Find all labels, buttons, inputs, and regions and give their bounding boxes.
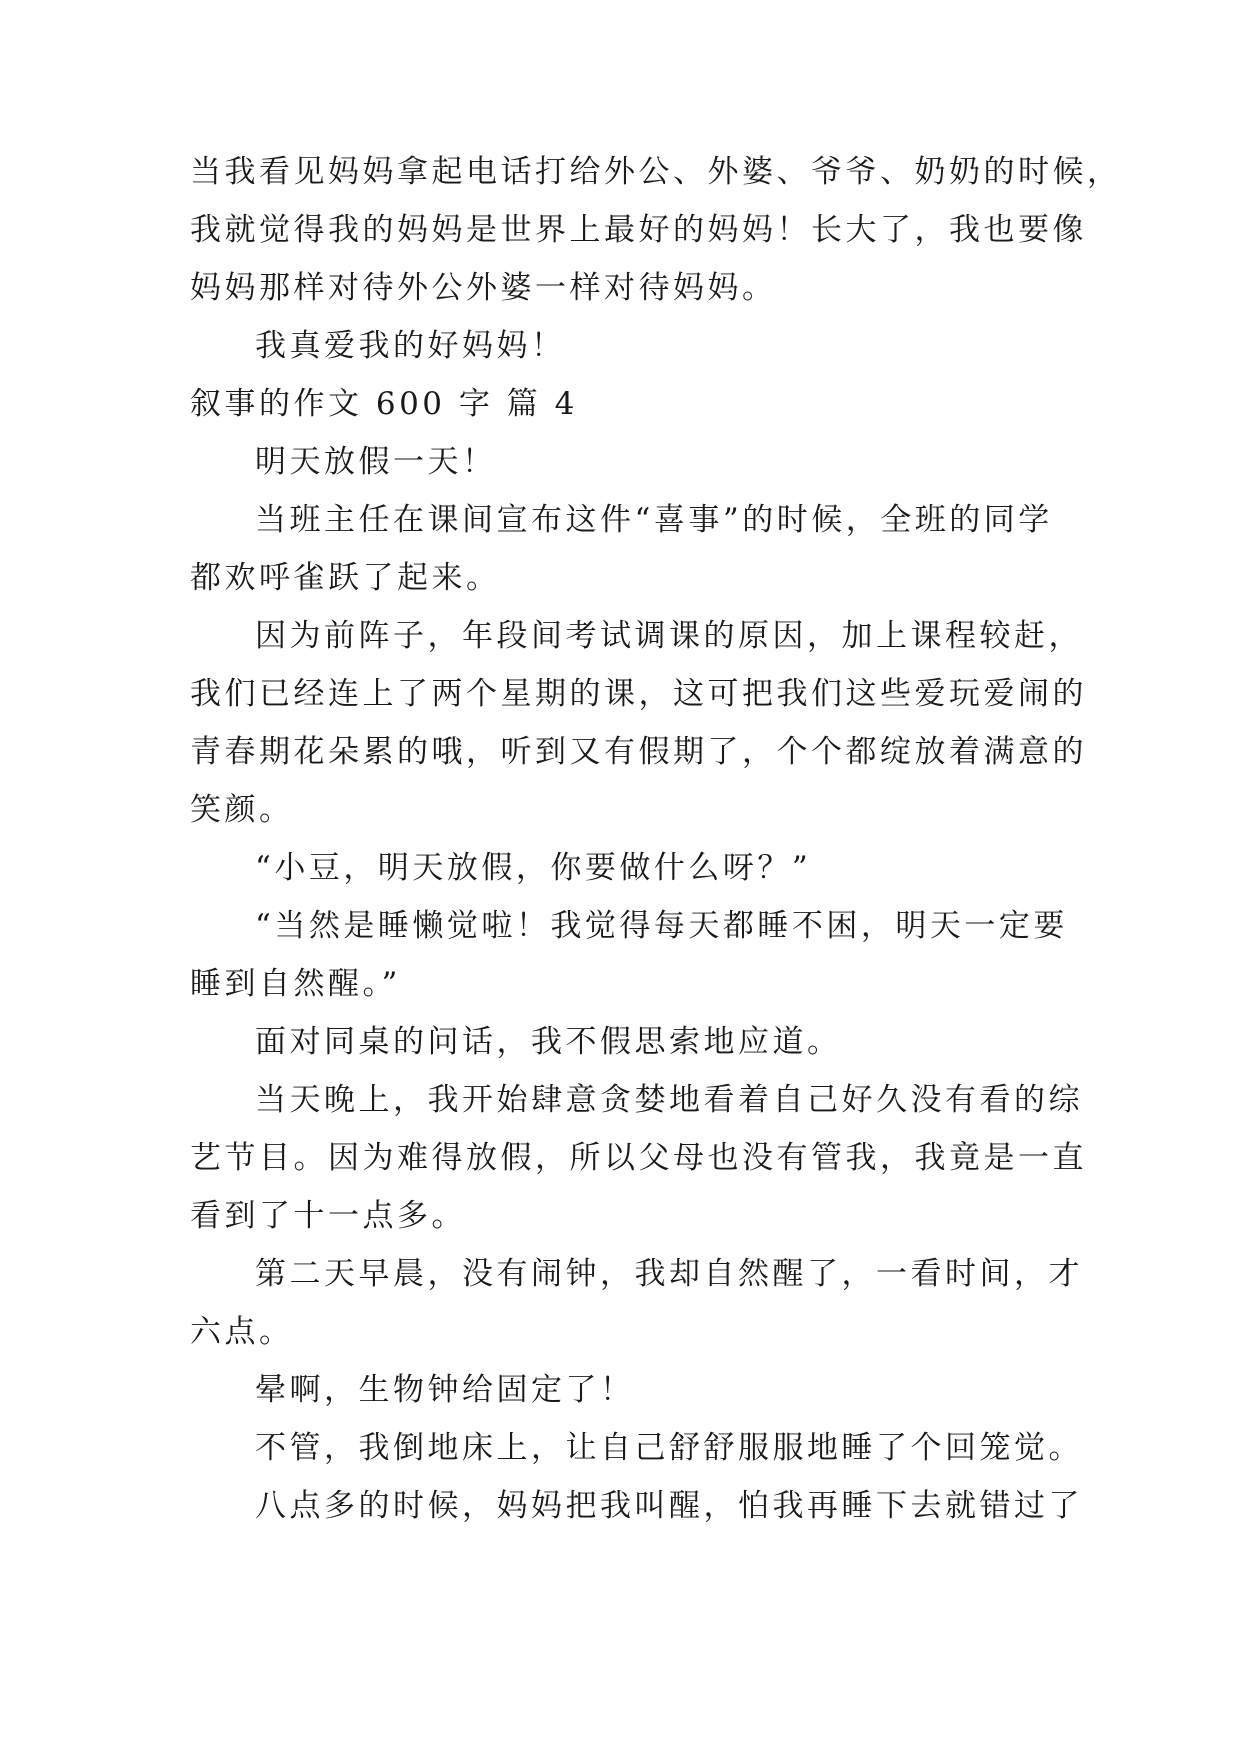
text-line: “当然是睡懒觉啦！我觉得每天都睡不困，明天一定要 [255,908,1068,944]
text-line: 面对同桌的问话，我不假思索地应道。 [255,1024,842,1060]
text-line: 当天晚上，我开始肆意贪婪地看着自己好久没有看的综 [255,1082,1083,1118]
text-line: 当我看见妈妈拿起电话打给外公、外婆、爷爷、奶奶的时候， [190,154,1122,190]
text-line: 八点多的时候，妈妈把我叫醒，怕我再睡下去就错过了 [255,1488,1083,1524]
text-line: 因为前阵子，年段间考试调课的原因，加上课程较赶， [255,618,1083,654]
text-line: 第二天早晨，没有闹钟，我却自然醒了，一看时间，才 [255,1256,1083,1292]
text-line: 笑颜。 [190,792,294,828]
text-line: 晕啊，生物钟给固定了！ [255,1372,635,1408]
text-line: 都欢呼雀跃了起来。 [190,560,501,596]
section-heading: 叙事的作文 600 字 篇 4 [190,386,578,422]
text-line: 看到了十一点多。 [190,1198,466,1234]
text-line: 六点。 [190,1314,294,1350]
text-line: 青春期花朵累的哦，听到又有假期了，个个都绽放着满意的 [190,734,1087,770]
text-line: “小豆，明天放假，你要做什么呀？” [255,850,812,886]
text-line: 我就觉得我的妈妈是世界上最好的妈妈！长大了，我也要像 [190,212,1087,248]
text-line: 睡到自然醒。” [190,966,401,1002]
text-line: 我真爱我的好妈妈！ [255,328,566,364]
text-line: 不管，我倒地床上，让自己舒舒服服地睡了个回笼觉。 [255,1430,1083,1466]
text-line: 明天放假一天！ [255,444,497,480]
text-line: 当班主任在课间宣布这件“喜事”的时候，全班的同学 [255,502,1053,538]
text-line: 艺节目。因为难得放假，所以父母也没有管我，我竟是一直 [190,1140,1087,1176]
text-line: 妈妈那样对待外公外婆一样对待妈妈。 [190,270,777,306]
text-line: 我们已经连上了两个星期的课，这可把我们这些爱玩爱闹的 [190,676,1087,712]
